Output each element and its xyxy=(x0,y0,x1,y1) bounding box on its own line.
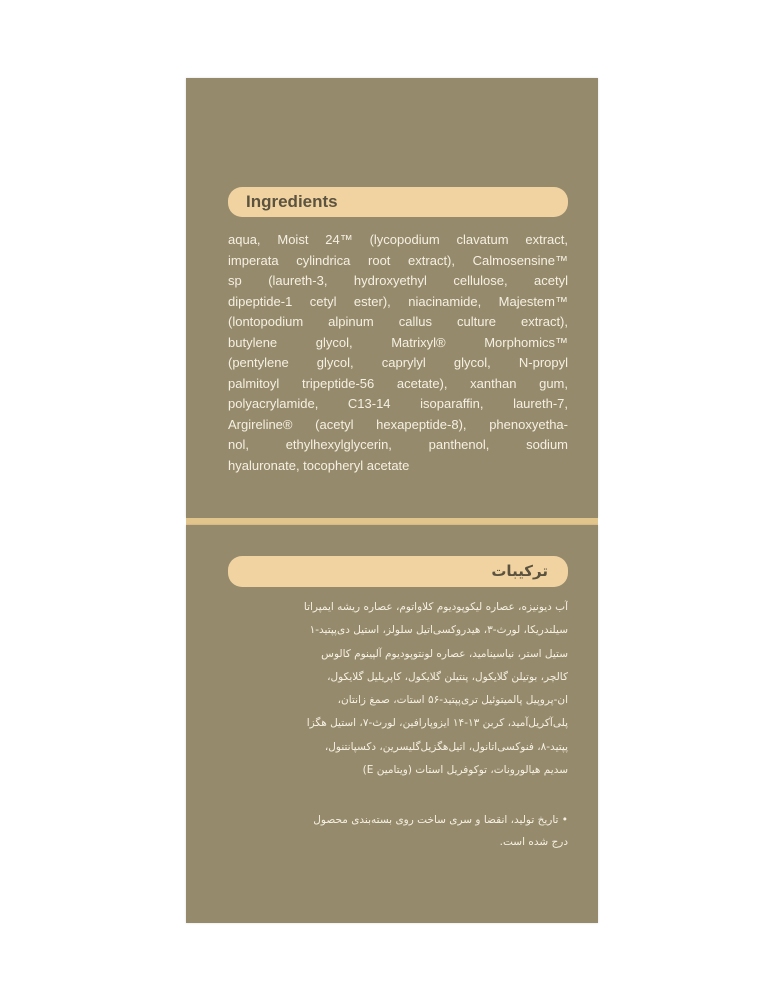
ingredients-line-fa: ستیل استر، نیاسینامید، عصاره لونتوپودیوم آلپینوم کالوس xyxy=(321,647,568,660)
ingredients-line: palmitoyl tripeptide-56 acetate), xanthan gum, xyxy=(228,375,568,391)
ingredients-line-fa: سدیم هیالورونات، توکوفریل استات (ویتامین E) xyxy=(362,764,568,777)
ingredients-line: sp (laureth-3, hydroxyethyl cellulose, acetyl xyxy=(228,273,568,288)
ingredients-line-fa: سیلندریکا، لورث-۳، هیدروکسی‌اتیل سلولز، استیل دی‌پپتید-۱ xyxy=(309,624,568,637)
ingredients-line-fa: آب دیونیزه، عصاره لیکوپودیوم کلاواتوم، عصاره ریشه ایمپراتا xyxy=(303,601,568,613)
ingredients-line: aqua, Moist 24™ (lycopodium clavatum extract, xyxy=(228,232,568,247)
ingredients-heading: Ingredients xyxy=(228,187,568,217)
ingredients-line: Argireline® (acetyl hexapeptide-8), phenoxyetha- xyxy=(228,416,568,432)
ingredients-line: imperata cylindrica root extract), Calmosensine™ xyxy=(228,252,568,268)
ingredients-line: polyacrylamide, C13-14 isoparaffin, laureth-7, xyxy=(228,396,568,411)
ingredients-line-fa: ان-پروپیل پالمیتوئیل تری‌پپتید-۵۶ استات، صمغ زانتان، xyxy=(337,694,568,707)
ingredients-line: butylene glycol, Matrixyl® Morphomics™ xyxy=(228,334,568,350)
ingredients-text-fa xyxy=(228,596,568,782)
production-note-fa xyxy=(228,809,568,853)
ingredients-line: nol, ethylhexylglycerin, panthenol, sodium xyxy=(228,437,568,452)
ingredients-line-fa: پپتید-۸، فنوکسی‌اتانول، اتیل‌هگزیل‌گلیسرین، دکسپانتنول، xyxy=(324,740,568,753)
ingredients-line: (lontopodium alpinum callus culture extract), xyxy=(228,314,568,329)
ingredients-line: (pentylene glycol, caprylyl glycol, N-propyl xyxy=(228,355,568,370)
ingredients-line-fa: کالچر، بوتیلن گلایکول، پنتیلن گلایکول، کاپریلیل گلایکول، xyxy=(327,670,568,683)
note-line-fa: درج شده است. xyxy=(499,836,568,848)
note-line-fa: • تاریخ تولید، انقضا و سری ساخت روی بسته‌بندی محصول xyxy=(313,814,568,826)
ingredients-line: hyaluronate, tocopheryl acetate xyxy=(228,457,410,473)
ingredients-line: dipeptide-1 cetyl ester), niacinamide, Majestem™ xyxy=(228,293,568,309)
panel-divider xyxy=(186,518,598,525)
ingredients-text-en xyxy=(228,230,568,476)
ingredients-line-fa: پلی‌آکریل‌آمید، کربن ۱۳-۱۴ ایزوپارافین، لورث-۷، استیل هگزا xyxy=(306,717,568,730)
ingredients-heading-fa: ترکیبات xyxy=(228,556,568,587)
